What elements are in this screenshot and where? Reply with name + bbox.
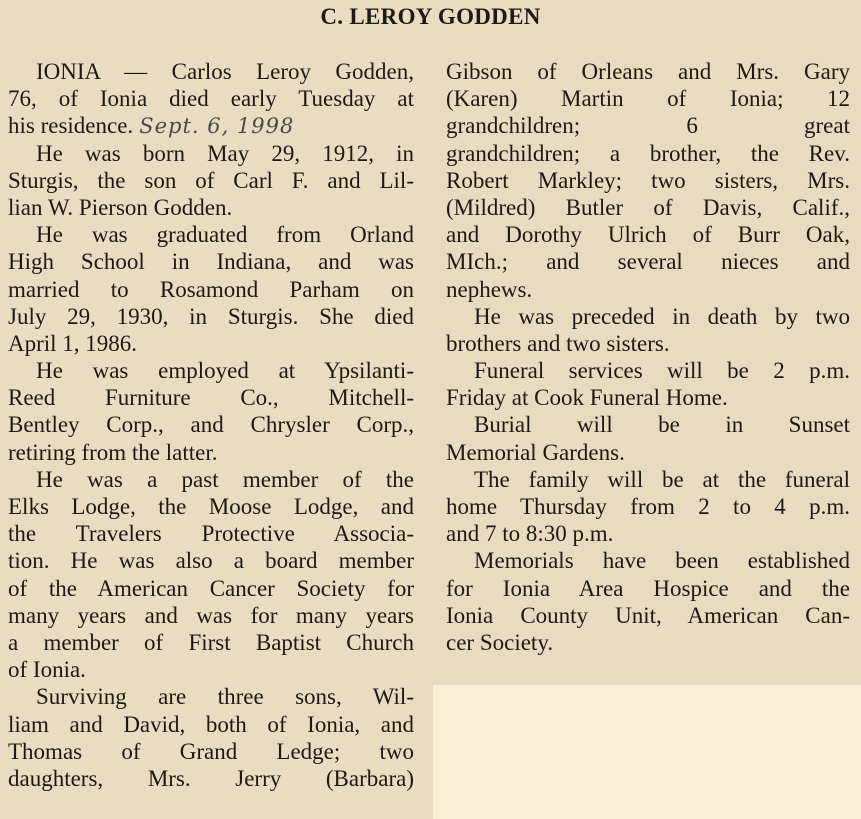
text-line: Memorial Gardens. (446, 439, 625, 465)
text-line: Elks Lodge, the Moose Lodge, and (8, 494, 414, 519)
text-line: for Ionia Area Hospice and the (446, 575, 850, 601)
text-line: brothers and two sisters. (446, 330, 670, 356)
text-line: MIch.; and several nieces and (446, 249, 850, 275)
text-line: liam and David, both of Ionia, and (8, 711, 414, 737)
text-line: IONIA — Carlos Leroy Godden, (36, 59, 414, 84)
text-line: April 1, 1986. (8, 330, 138, 356)
text-line: He was a past member of the (36, 466, 414, 492)
text-line: retiring from the latter. (8, 439, 218, 465)
text-line: home Thursday from 2 to 4 p.m. (446, 494, 850, 519)
text-line: Reed Furniture Co., Mitchell- (8, 385, 414, 411)
text-line: daughters, Mrs. Jerry (Barbara) (8, 765, 414, 791)
text-line: (Mildred) Butler of Davis, Calif., (446, 194, 850, 220)
obituary-headline: C. LEROY GODDEN (320, 4, 541, 29)
text-line: many years and was for many years (8, 602, 414, 628)
text-line: grandchildren; 6 great (446, 113, 850, 139)
text-line: Memorials have been established (474, 548, 850, 574)
text-line: Gibson of Orleans and Mrs. Gary (446, 59, 850, 84)
text-line: the Travelers Protective Associa- (8, 521, 414, 547)
background-paper (433, 685, 861, 819)
text-line: He was preceded in death by two (474, 303, 850, 329)
text-line: cer Society. (446, 629, 554, 655)
text-line: nephews. (446, 276, 533, 302)
text-line: (Karen) Martin of Ionia; 12 (446, 86, 850, 112)
text-line: Surviving are three sons, Wil- (36, 684, 414, 710)
text-line: He was born May 29, 1912, in (36, 140, 414, 166)
text-line: his residence. (8, 113, 134, 139)
text-line: of Ionia. (8, 657, 86, 683)
handwritten-date: Sept. 6, 1998 (139, 114, 295, 139)
text-line: of the American Cancer Society for (8, 575, 414, 601)
left-column (8, 58, 414, 792)
text-line: tion. He was also a board member (8, 548, 414, 574)
text-line: married to Rosamond Parham on (8, 276, 414, 302)
text-line: Friday at Cook Funeral Home. (446, 385, 728, 411)
text-line: He was graduated from Orland (36, 222, 414, 248)
text-line: Sturgis, the son of Carl F. and Lil- (8, 167, 414, 193)
text-line-with-handwriting (8, 112, 414, 139)
text-line: grandchildren; a brother, the Rev. (446, 140, 850, 166)
text-line: and 7 to 8:30 p.m. (446, 521, 614, 547)
text-line: a member of First Baptist Church (8, 629, 414, 655)
text-line: Funeral services will be 2 p.m. (474, 358, 850, 384)
text-line: Robert Markley; two sisters, Mrs. (446, 167, 850, 193)
text-line: and Dorothy Ulrich of Burr Oak, (446, 222, 850, 248)
text-line: Burial will be in Sunset (474, 412, 850, 438)
text-line: The family will be at the funeral (474, 466, 850, 492)
text-line: Bentley Corp., and Chrysler Corp., (8, 412, 414, 438)
text-line: Ionia County Unit, American Can- (446, 602, 850, 628)
text-line: July 29, 1930, in Sturgis. She died (8, 303, 414, 329)
text-line: He was employed at Ypsilanti- (36, 358, 414, 384)
text-line: 76, of Ionia died early Tuesday at (8, 86, 414, 112)
text-line: Thomas of Grand Ledge; two (8, 738, 414, 764)
text-line: lian W. Pierson Godden. (8, 194, 233, 220)
right-column (446, 58, 850, 656)
text-line: High School in Indiana, and was (8, 249, 414, 275)
